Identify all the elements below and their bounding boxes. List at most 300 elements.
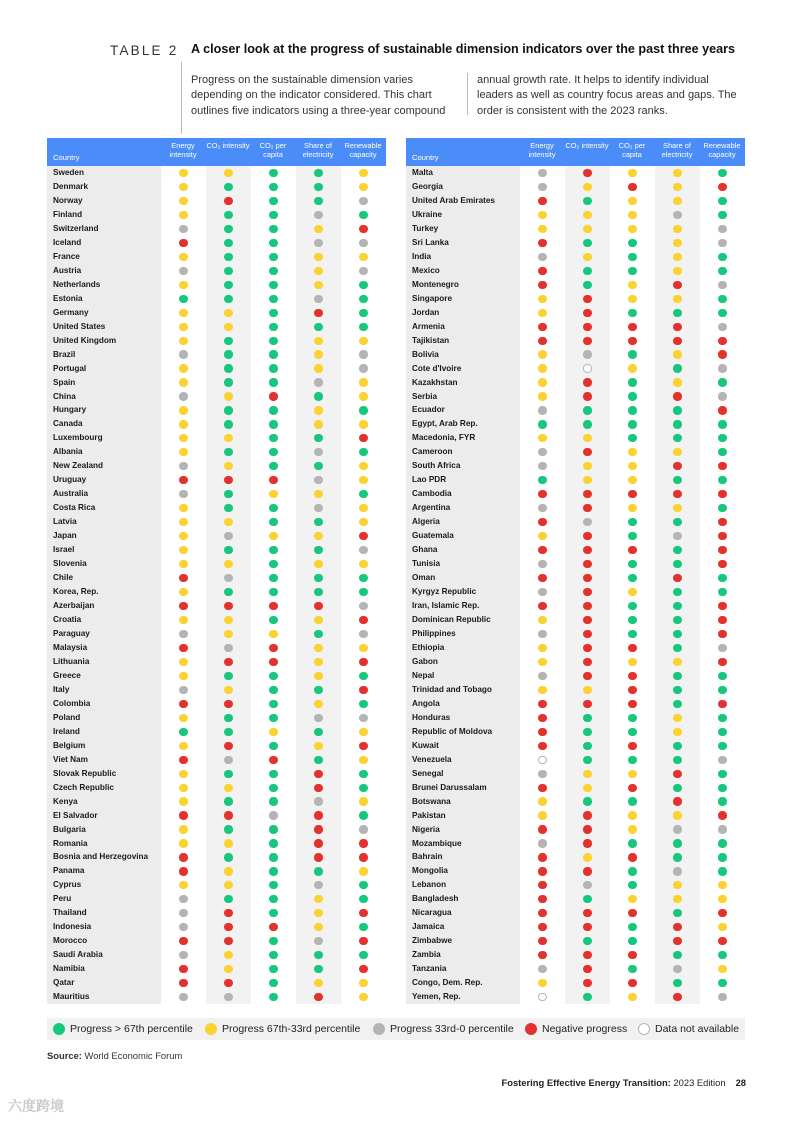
yellow-dot-icon	[314, 560, 322, 568]
red-dot-icon	[718, 909, 726, 917]
grey-dot-icon	[538, 504, 546, 512]
indicator-cells	[520, 850, 745, 864]
cell-energy-intensity	[520, 250, 565, 264]
red-dot-icon	[179, 937, 187, 945]
cell-energy-intensity	[161, 445, 206, 459]
cell-co2-per-capita	[610, 417, 655, 431]
grey-dot-icon	[314, 295, 322, 303]
yellow-dot-icon	[179, 742, 187, 750]
cell-energy-intensity	[520, 711, 565, 725]
grey-dot-icon	[538, 965, 546, 973]
legend-item-green	[53, 1018, 193, 1040]
indicator-cells	[161, 669, 386, 683]
yellow-dot-icon	[179, 616, 187, 624]
table-row	[47, 753, 386, 767]
green-dot-icon	[224, 295, 232, 303]
cell-renewable-capacity	[700, 823, 745, 837]
cell-energy-intensity	[161, 948, 206, 962]
cell-co2-intensity	[206, 864, 251, 878]
table-row	[406, 403, 745, 417]
cell-co2-per-capita	[610, 306, 655, 320]
table-row	[47, 166, 386, 180]
cell-energy-intensity	[520, 459, 565, 473]
red-dot-icon	[179, 756, 187, 764]
green-dot-icon	[269, 253, 277, 261]
yellow-dot-icon	[224, 392, 232, 400]
cell-co2-intensity	[206, 878, 251, 892]
indicator-cells	[161, 194, 386, 208]
cell-co2-intensity	[206, 557, 251, 571]
cell-energy-intensity	[161, 906, 206, 920]
intro-text-right: annual growth rate. It helps to identify individual leaders as well as country focus areas and gaps. The order is consistent with the 2023 ranks.	[477, 74, 737, 117]
red-dot-icon	[583, 378, 591, 386]
green-dot-icon	[628, 881, 636, 889]
red-dot-icon	[224, 742, 232, 750]
cell-co2-intensity	[206, 292, 251, 306]
country-name: Sweden	[47, 166, 161, 180]
source-text: World Economic Forum	[84, 1050, 183, 1061]
cell-co2-intensity	[565, 976, 610, 990]
country-name: Croatia	[47, 613, 161, 627]
grey-dot-icon	[179, 490, 187, 498]
country-name: Zimbabwe	[406, 934, 520, 948]
grey-dot-icon	[718, 392, 726, 400]
table-row	[47, 222, 386, 236]
green-dot-icon	[269, 267, 277, 275]
green-dot-icon	[224, 714, 232, 722]
cell-renewable-capacity	[341, 627, 386, 641]
cell-co2-per-capita	[251, 767, 296, 781]
green-dot-icon	[583, 239, 591, 247]
indicator-cells	[520, 306, 745, 320]
indicator-cells	[161, 529, 386, 543]
cell-co2-per-capita	[610, 348, 655, 362]
cell-energy-intensity	[520, 878, 565, 892]
table-row	[47, 934, 386, 948]
cell-energy-intensity	[520, 641, 565, 655]
grey-dot-icon	[718, 644, 726, 652]
cell-share-of-electricity	[655, 697, 700, 711]
cell-co2-per-capita	[251, 515, 296, 529]
table-row	[406, 194, 745, 208]
cell-energy-intensity	[161, 850, 206, 864]
yellow-dot-icon	[628, 476, 636, 484]
yellow-dot-icon	[224, 434, 232, 442]
cell-energy-intensity	[161, 725, 206, 739]
cell-co2-intensity	[565, 837, 610, 851]
cell-renewable-capacity	[700, 473, 745, 487]
cell-renewable-capacity	[341, 306, 386, 320]
cell-renewable-capacity	[341, 166, 386, 180]
yellow-dot-icon	[538, 295, 546, 303]
cell-share-of-electricity	[296, 627, 341, 641]
green-dot-icon	[269, 853, 277, 861]
grey-dot-icon	[673, 825, 681, 833]
green-dot-icon	[224, 546, 232, 554]
green-dot-icon	[628, 253, 636, 261]
indicator-cells	[520, 864, 745, 878]
grey-dot-icon	[179, 993, 187, 1001]
red-dot-icon	[224, 909, 232, 917]
green-dot-icon	[718, 169, 726, 177]
table-row	[406, 906, 745, 920]
indicator-cells	[161, 655, 386, 669]
cell-share-of-electricity	[296, 264, 341, 278]
cell-renewable-capacity	[341, 529, 386, 543]
cell-share-of-electricity	[655, 767, 700, 781]
table-right	[406, 138, 745, 1004]
cell-co2-intensity	[206, 627, 251, 641]
cell-co2-intensity	[565, 795, 610, 809]
red-dot-icon	[224, 811, 232, 819]
cell-co2-per-capita	[251, 166, 296, 180]
green-dot-icon	[269, 281, 277, 289]
red-dot-icon	[359, 839, 367, 847]
cell-energy-intensity	[520, 445, 565, 459]
indicator-cells	[161, 473, 386, 487]
yellow-dot-icon	[359, 337, 367, 345]
cell-energy-intensity	[161, 376, 206, 390]
green-dot-icon	[314, 183, 322, 191]
cell-co2-per-capita	[610, 250, 655, 264]
cell-co2-per-capita	[251, 194, 296, 208]
cell-co2-intensity	[206, 459, 251, 473]
cell-share-of-electricity	[296, 222, 341, 236]
cell-energy-intensity	[520, 417, 565, 431]
cell-share-of-electricity	[655, 585, 700, 599]
green-dot-icon	[314, 965, 322, 973]
green-dot-icon	[628, 267, 636, 275]
green-dot-icon	[224, 728, 232, 736]
red-dot-icon	[583, 867, 591, 875]
cell-share-of-electricity	[655, 627, 700, 641]
cell-energy-intensity	[161, 809, 206, 823]
cell-renewable-capacity	[700, 376, 745, 390]
cell-co2-intensity	[565, 362, 610, 376]
grey-dot-icon	[538, 672, 546, 680]
cell-co2-per-capita	[610, 501, 655, 515]
yellow-dot-icon	[359, 993, 367, 1001]
cell-co2-intensity	[565, 809, 610, 823]
green-dot-icon	[269, 797, 277, 805]
yellow-dot-icon	[314, 253, 322, 261]
green-dot-icon	[359, 309, 367, 317]
table-row	[47, 948, 386, 962]
yellow-dot-icon	[628, 895, 636, 903]
yellow-dot-icon	[538, 309, 546, 317]
indicator-cells	[161, 236, 386, 250]
red-dot-icon	[673, 281, 681, 289]
country-name: Panama	[47, 864, 161, 878]
table-row	[47, 892, 386, 906]
indicator-cells	[520, 501, 745, 515]
cell-co2-intensity	[565, 264, 610, 278]
red-dot-icon	[314, 309, 322, 317]
cell-co2-intensity	[565, 334, 610, 348]
yellow-dot-icon	[628, 658, 636, 666]
cell-energy-intensity	[161, 487, 206, 501]
cell-renewable-capacity	[341, 837, 386, 851]
indicator-cells	[161, 571, 386, 585]
country-name: Ireland	[47, 725, 161, 739]
red-dot-icon	[583, 323, 591, 331]
table-row	[406, 376, 745, 390]
table-row	[47, 362, 386, 376]
yellow-dot-icon	[673, 169, 681, 177]
indicator-cells	[520, 264, 745, 278]
grey-dot-icon	[538, 560, 546, 568]
yellow-dot-icon	[628, 462, 636, 470]
yellow-dot-icon	[359, 253, 367, 261]
green-dot-icon	[359, 951, 367, 959]
yellow-dot-icon	[179, 532, 187, 540]
green-dot-icon	[673, 909, 681, 917]
red-dot-icon	[718, 462, 726, 470]
green-dot-icon	[628, 309, 636, 317]
table-row	[406, 781, 745, 795]
country-name: Latvia	[47, 515, 161, 529]
cell-share-of-electricity	[296, 850, 341, 864]
country-name: Albania	[47, 445, 161, 459]
yellow-dot-icon	[359, 392, 367, 400]
grey-dot-icon	[359, 714, 367, 722]
table-row	[406, 739, 745, 753]
green-dot-icon	[628, 602, 636, 610]
green-dot-icon	[359, 881, 367, 889]
country-name: Portugal	[47, 362, 161, 376]
green-dot-icon	[224, 364, 232, 372]
table-row	[47, 334, 386, 348]
green-dot-icon	[269, 672, 277, 680]
indicator-cells	[520, 948, 745, 962]
red-dot-icon	[224, 937, 232, 945]
yellow-dot-icon	[179, 797, 187, 805]
country-name: Honduras	[406, 711, 520, 725]
cell-renewable-capacity	[341, 753, 386, 767]
red-dot-icon	[224, 476, 232, 484]
cell-energy-intensity	[520, 515, 565, 529]
green-dot-icon	[718, 420, 726, 428]
red-dot-icon	[538, 867, 546, 875]
yellow-dot-icon	[224, 867, 232, 875]
red-dot-icon	[583, 644, 591, 652]
cell-co2-intensity	[206, 976, 251, 990]
green-dot-icon	[718, 797, 726, 805]
country-name: South Africa	[406, 459, 520, 473]
green-dot-icon	[269, 700, 277, 708]
country-name: Bolivia	[406, 348, 520, 362]
country-name: Angola	[406, 697, 520, 711]
country-name: Oman	[406, 571, 520, 585]
cell-energy-intensity	[161, 403, 206, 417]
red-dot-icon	[179, 239, 187, 247]
yellow-dot-icon	[224, 309, 232, 317]
indicator-cells	[520, 236, 745, 250]
yellow-dot-icon	[673, 197, 681, 205]
yellow-dot-icon	[224, 965, 232, 973]
cell-co2-per-capita	[610, 962, 655, 976]
yellow-dot-icon	[224, 560, 232, 568]
grey-dot-icon	[718, 364, 726, 372]
cell-co2-per-capita	[610, 795, 655, 809]
cell-renewable-capacity	[341, 264, 386, 278]
cell-co2-intensity	[565, 208, 610, 222]
yellow-dot-icon	[583, 183, 591, 191]
cell-co2-per-capita	[251, 683, 296, 697]
cell-co2-intensity	[206, 445, 251, 459]
cell-energy-intensity	[520, 739, 565, 753]
red-dot-icon	[583, 839, 591, 847]
cell-share-of-electricity	[296, 906, 341, 920]
cell-co2-per-capita	[610, 487, 655, 501]
cell-energy-intensity	[520, 473, 565, 487]
green-dot-icon	[718, 448, 726, 456]
green-dot-icon	[718, 574, 726, 582]
table-row	[47, 920, 386, 934]
grey-dot-icon	[718, 239, 726, 247]
green-dot-icon	[718, 728, 726, 736]
cell-co2-intensity	[565, 487, 610, 501]
red-dot-icon	[718, 811, 726, 819]
cell-renewable-capacity	[341, 180, 386, 194]
indicator-cells	[520, 362, 745, 376]
table-row	[47, 306, 386, 320]
yellow-dot-icon	[314, 225, 322, 233]
red-dot-icon	[359, 853, 367, 861]
empty-dot-icon	[583, 364, 591, 372]
table-row	[406, 250, 745, 264]
red-dot-icon	[628, 183, 636, 191]
cell-renewable-capacity	[341, 641, 386, 655]
cell-renewable-capacity	[700, 627, 745, 641]
red-dot-icon	[583, 532, 591, 540]
cell-co2-per-capita	[251, 641, 296, 655]
indicator-cells	[520, 292, 745, 306]
table-row	[406, 837, 745, 851]
cell-share-of-electricity	[296, 194, 341, 208]
red-dot-icon	[673, 937, 681, 945]
column-header-share-of-electricity: Share of electricity	[661, 141, 693, 159]
indicator-cells	[161, 781, 386, 795]
cell-share-of-electricity	[296, 306, 341, 320]
table-row	[406, 795, 745, 809]
green-dot-icon	[538, 476, 546, 484]
cell-share-of-electricity	[655, 320, 700, 334]
cell-co2-per-capita	[251, 906, 296, 920]
country-name: Turkey	[406, 222, 520, 236]
red-dot-icon	[179, 476, 187, 484]
yellow-dot-icon	[179, 588, 187, 596]
red-dot-icon	[718, 350, 726, 358]
red-dot-icon	[359, 965, 367, 973]
cell-energy-intensity	[520, 655, 565, 669]
green-dot-icon	[269, 560, 277, 568]
cell-co2-per-capita	[251, 376, 296, 390]
indicator-cells	[520, 627, 745, 641]
yellow-dot-icon	[583, 853, 591, 861]
yellow-dot-icon	[179, 504, 187, 512]
yellow-dot-icon	[718, 895, 726, 903]
red-dot-icon	[269, 923, 277, 931]
table-row	[47, 599, 386, 613]
indicator-cells	[520, 823, 745, 837]
green-dot-icon	[224, 504, 232, 512]
red-dot-icon	[538, 937, 546, 945]
cell-share-of-electricity	[655, 864, 700, 878]
green-dot-icon	[359, 448, 367, 456]
green-dot-icon	[179, 295, 187, 303]
red-dot-icon	[628, 490, 636, 498]
table-row	[47, 585, 386, 599]
cell-co2-per-capita	[251, 334, 296, 348]
cell-co2-per-capita	[251, 739, 296, 753]
indicator-cells	[520, 697, 745, 711]
cell-share-of-electricity	[296, 976, 341, 990]
cell-share-of-electricity	[296, 920, 341, 934]
green-dot-icon	[269, 588, 277, 596]
yellow-dot-icon	[179, 378, 187, 386]
cell-share-of-electricity	[655, 557, 700, 571]
cell-co2-per-capita	[610, 459, 655, 473]
cell-share-of-electricity	[655, 390, 700, 404]
green-dot-icon	[359, 211, 367, 219]
green-dot-icon	[673, 853, 681, 861]
country-name: Denmark	[47, 180, 161, 194]
country-name: Malta	[406, 166, 520, 180]
country-name: Kyrgyz Republic	[406, 585, 520, 599]
country-name: Venezuela	[406, 753, 520, 767]
green-dot-icon	[718, 979, 726, 987]
cell-renewable-capacity	[341, 390, 386, 404]
grey-dot-icon	[673, 965, 681, 973]
table-row	[406, 348, 745, 362]
yellow-dot-icon	[314, 616, 322, 624]
cell-energy-intensity	[520, 306, 565, 320]
country-name: Hungary	[47, 403, 161, 417]
red-dot-icon	[179, 811, 187, 819]
cell-renewable-capacity	[700, 697, 745, 711]
yellow-dot-icon	[179, 881, 187, 889]
cell-co2-intensity	[206, 306, 251, 320]
red-dot-icon	[583, 295, 591, 303]
grey-dot-icon	[718, 281, 726, 289]
cell-co2-intensity	[206, 320, 251, 334]
yellow-dot-icon	[179, 448, 187, 456]
table-row	[406, 445, 745, 459]
cell-renewable-capacity	[341, 767, 386, 781]
green-dot-icon	[718, 476, 726, 484]
table-row	[47, 641, 386, 655]
table-row	[406, 557, 745, 571]
cell-co2-per-capita	[251, 222, 296, 236]
cell-energy-intensity	[520, 194, 565, 208]
yellow-dot-icon	[224, 630, 232, 638]
cell-renewable-capacity	[700, 334, 745, 348]
yellow-dot-icon	[179, 337, 187, 345]
red-dot-icon	[359, 532, 367, 540]
indicator-cells	[161, 250, 386, 264]
yellow-dot-icon	[538, 392, 546, 400]
green-dot-icon	[583, 937, 591, 945]
indicator-cells	[161, 962, 386, 976]
cell-co2-intensity	[206, 278, 251, 292]
cell-co2-per-capita	[610, 208, 655, 222]
grey-dot-icon	[718, 323, 726, 331]
cell-renewable-capacity	[341, 864, 386, 878]
country-name: New Zealand	[47, 459, 161, 473]
cell-share-of-electricity	[296, 795, 341, 809]
grey-dot-icon	[179, 267, 187, 275]
